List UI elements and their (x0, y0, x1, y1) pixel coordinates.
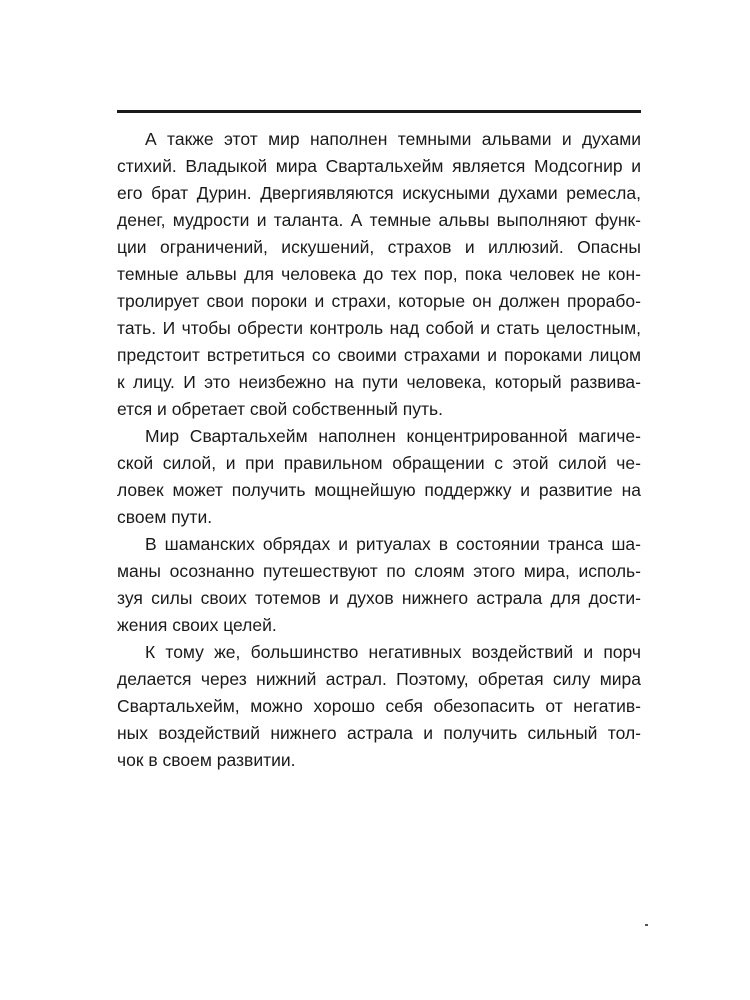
text-line: Мир Свартальхейм наполнен концентрированной магиче- (145, 426, 641, 446)
text-line: Свартальхейм, можно хорошо себя обезопасить от негатив- (117, 696, 641, 716)
text-line: стихий. Владыкой мира Свартальхейм является Модсогнир и (117, 156, 641, 176)
body-text (117, 126, 641, 774)
text-line: ных воздействий нижнего астрала и получить сильный тол- (117, 723, 641, 743)
text-line: делается через нижний астрал. Поэтому, обретая силу мира (117, 669, 641, 689)
text-line: денег, мудрости и таланта. А темные альвы выполняют функ- (117, 210, 641, 230)
text-line: своем пути. (117, 507, 213, 527)
text-line: маны осознанно путешествуют по слоям этого мира, исполь- (117, 561, 641, 581)
text-line: ской силой, и при правильном обращении с этой силой че- (117, 453, 641, 473)
text-line: тролирует свои пороки и страхи, которые он должен прорабо- (117, 291, 641, 311)
text-line: к лицу. И это неизбежно на пути человека, который развива- (117, 372, 641, 392)
text-line: темные альвы для человека до тех пор, пока человек не кон- (117, 264, 641, 284)
text-line: ловек может получить мощнейшую поддержку и развитие на (117, 480, 641, 500)
text-line: В шаманских обрядах и ритуалах в состоянии транса ша- (145, 534, 641, 554)
text-line: предстоит встретиться со своими страхами и пороками лицом (117, 345, 641, 365)
text-line: зуя силы своих тотемов и духов нижнего астрала для дости- (117, 588, 641, 608)
text-line: чок в своем развитии. (117, 750, 296, 770)
text-line: тать. И чтобы обрести контроль над собой и стать целостным, (117, 318, 641, 338)
text-line: его брат Дурин. Двергиявляются искусными духами ремесла, (117, 183, 641, 203)
text-line: А также этот мир наполнен темными альвами и духами (145, 129, 641, 149)
text-line: ется и обретает свой собственный путь. (117, 399, 444, 419)
text-line: ции ограничений, искушений, страхов и иллюзий. Опасны (117, 237, 641, 257)
header-rule (117, 110, 641, 113)
text-line: жения своих целей. (117, 615, 277, 635)
text-line: К тому же, большинство негативных воздействий и порч (145, 642, 641, 662)
page-corner-mark (645, 924, 648, 926)
